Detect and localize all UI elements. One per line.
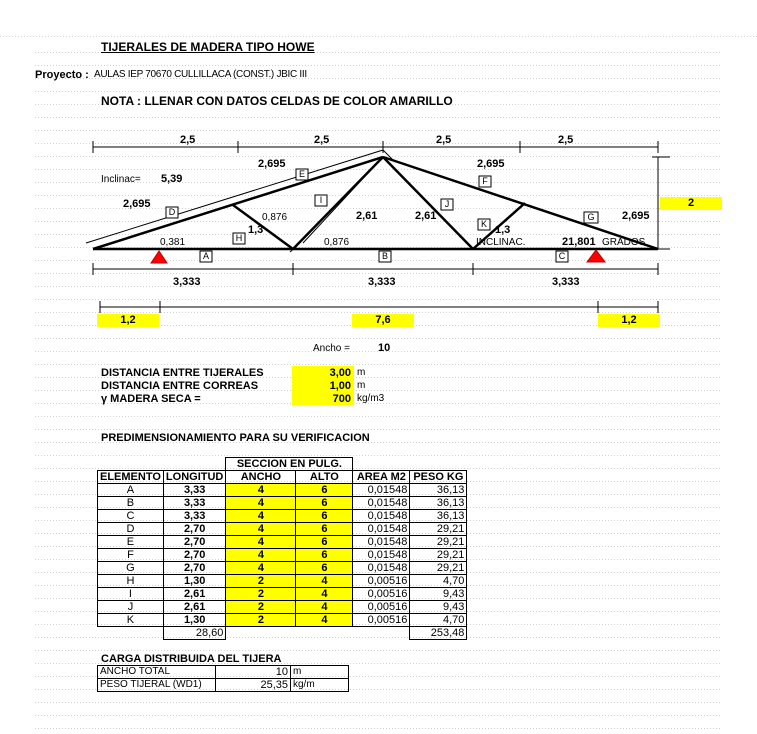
carga-title: CARGA DISTRIBUIDA DEL TIJERA <box>101 653 282 665</box>
cell-alto[interactable]: 6 <box>296 549 353 562</box>
cell-longitud: 2,70 <box>163 562 225 575</box>
member-label-e: E <box>298 169 305 179</box>
cell-longitud: 3,33 <box>163 484 225 497</box>
table-row <box>98 497 467 510</box>
member-label-a: A <box>202 251 209 261</box>
left-slope-upper: 2,695 <box>258 158 286 170</box>
cell-area: 0,01548 <box>353 484 410 497</box>
dist-tijerales-value: 3,00 <box>329 367 351 379</box>
right-slope-lower: 2,695 <box>622 210 650 222</box>
dist-correas-unit: m <box>357 380 366 391</box>
cell-alto[interactable]: 6 <box>296 562 353 575</box>
sheet-title: TIJERALES DE MADERA TIPO HOWE <box>101 40 315 54</box>
cell-longitud: 2,70 <box>163 536 225 549</box>
inclinac2-value: 21,801 <box>562 236 596 248</box>
diag-i-length: 2,61 <box>356 210 378 222</box>
inclinac-value: 5,39 <box>161 173 183 185</box>
cell-alto[interactable]: 6 <box>296 484 353 497</box>
bottom-dim-3: 3,333 <box>552 276 580 288</box>
support-left-icon <box>151 251 167 263</box>
diag-j-length: 2,61 <box>415 210 437 222</box>
cell-elemento: E <box>98 536 164 549</box>
cell-peso: 9,43 <box>410 601 467 614</box>
col-longitud: LONGITUD <box>163 471 225 484</box>
cell-alto[interactable]: 6 <box>296 523 353 536</box>
table-row <box>98 614 467 627</box>
table-row <box>98 575 467 588</box>
table-row <box>98 601 467 614</box>
member-label-c: C <box>558 251 566 261</box>
dist-correas-value: 1,00 <box>329 380 351 392</box>
table-row <box>98 523 467 536</box>
cell-elemento: G <box>98 562 164 575</box>
table-row <box>98 562 467 575</box>
table-row <box>98 588 467 601</box>
ancho-total-unit: m <box>291 666 349 679</box>
member-label-d: D <box>168 207 176 217</box>
cell-alto[interactable]: 4 <box>296 588 353 601</box>
span-right-value: 1,2 <box>621 314 637 326</box>
peso-tijeral-label: PESO TIJERAL (WD1) <box>98 679 216 692</box>
cell-longitud: 2,70 <box>163 523 225 536</box>
span-mid-value: 7,6 <box>375 314 391 326</box>
cell-ancho[interactable]: 4 <box>226 549 296 562</box>
madera-value: 700 <box>332 393 351 405</box>
cell-area: 0,01548 <box>353 549 410 562</box>
left-slope-lower: 2,695 <box>123 198 151 210</box>
cell-longitud: 1,30 <box>163 614 225 627</box>
cell-peso: 29,21 <box>410 549 467 562</box>
member-label-k: K <box>480 219 487 229</box>
cell-ancho[interactable]: 2 <box>226 588 296 601</box>
cell-area: 0,01548 <box>353 510 410 523</box>
cell-alto[interactable]: 6 <box>296 536 353 549</box>
ancho-value: 10 <box>378 342 391 354</box>
cell-elemento: D <box>98 523 164 536</box>
cell-area: 0,00516 <box>353 614 410 627</box>
cell-alto[interactable]: 6 <box>296 510 353 523</box>
cell-ancho[interactable]: 4 <box>226 497 296 510</box>
col-ancho: ANCHO <box>226 471 296 484</box>
member-label-h: H <box>235 233 243 243</box>
cell-elemento: C <box>98 510 164 523</box>
cell-area: 0,01548 <box>353 497 410 510</box>
cell-longitud: 3,33 <box>163 510 225 523</box>
cell-area: 0,00516 <box>353 575 410 588</box>
cell-peso: 4,70 <box>410 614 467 627</box>
peso-tijeral-unit: kg/m <box>291 679 349 692</box>
member-label-j: J <box>444 199 450 209</box>
height-value: 2 <box>687 197 695 209</box>
dist-tijerales-unit: m <box>357 367 366 378</box>
cell-area: 0,01548 <box>353 523 410 536</box>
cell-ancho[interactable]: 4 <box>226 562 296 575</box>
cell-ancho[interactable]: 4 <box>226 523 296 536</box>
predim-title: PREDIMENSIONAMIENTO PARA SU VERIFICACION <box>101 432 370 444</box>
note-text: NOTA : LLENAR CON DATOS CELDAS DE COLOR AMARILLO <box>101 94 453 108</box>
ancho-total-label: ANCHO TOTAL <box>98 666 216 679</box>
madera-unit: kg/m3 <box>357 393 385 404</box>
cell-area: 0,01548 <box>353 562 410 575</box>
bottom-small-left: 0,381 <box>160 237 186 248</box>
cell-longitud: 2,61 <box>163 601 225 614</box>
top-dim-1: 2,5 <box>180 134 196 146</box>
carga-table <box>97 665 349 692</box>
cell-peso: 29,21 <box>410 536 467 549</box>
ancho-label: Ancho = <box>313 343 350 354</box>
table-row <box>98 549 467 562</box>
strut-h-label: 1,3 <box>248 224 264 236</box>
cell-elemento: B <box>98 497 164 510</box>
project-label: Proyecto : <box>35 69 89 81</box>
col-elemento: ELEMENTO <box>98 471 164 484</box>
member-label-g: G <box>587 212 595 222</box>
member-label-f: F <box>482 176 488 186</box>
table-row <box>98 484 467 497</box>
strut-h-length: 0,876 <box>262 212 288 223</box>
span-left-value: 1,2 <box>120 314 136 326</box>
cell-elemento: A <box>98 484 164 497</box>
top-dim-4: 2,5 <box>558 134 574 146</box>
bottom-small-mid: 0,876 <box>324 237 350 248</box>
ancho-total-value: 10 <box>216 666 291 679</box>
section-header: SECCION EN PULG. <box>226 458 353 471</box>
cell-peso: 36,13 <box>410 484 467 497</box>
cell-area: 0,00516 <box>353 601 410 614</box>
table-row <box>98 536 467 549</box>
cell-ancho[interactable]: 2 <box>226 614 296 627</box>
bottom-dim-1: 3,333 <box>173 276 201 288</box>
totals-row <box>98 627 467 640</box>
support-right-icon <box>587 250 605 262</box>
cell-area: 0,01548 <box>353 536 410 549</box>
cell-longitud: 2,61 <box>163 588 225 601</box>
cell-peso: 9,43 <box>410 588 467 601</box>
table-row <box>98 510 467 523</box>
cell-peso: 36,13 <box>410 510 467 523</box>
bottom-dim-2: 3,333 <box>368 276 396 288</box>
cell-peso: 29,21 <box>410 562 467 575</box>
top-dim-2: 2,5 <box>314 134 330 146</box>
grados-label: GRADOS <box>602 237 646 248</box>
right-slope-upper: 2,695 <box>477 158 505 170</box>
cell-area: 0,00516 <box>353 588 410 601</box>
total-longitud: 28,60 <box>163 627 225 640</box>
member-label-i: I <box>319 195 323 205</box>
cell-longitud: 1,30 <box>163 575 225 588</box>
inclinac2-label: INCLINAC. <box>476 237 526 248</box>
top-dim-3: 2,5 <box>436 134 452 146</box>
cell-elemento: I <box>98 588 164 601</box>
peso-tijeral-value: 25,35 <box>216 679 291 692</box>
col-peso: PESO KG <box>410 471 467 484</box>
predim-table <box>97 457 467 640</box>
project-value: AULAS IEP 70670 CULLILLACA (CONST.) JBIC III <box>94 69 307 80</box>
col-alto: ALTO <box>296 471 353 484</box>
cell-peso: 4,70 <box>410 575 467 588</box>
cell-elemento: K <box>98 614 164 627</box>
cell-ancho[interactable]: 4 <box>226 510 296 523</box>
cell-peso: 29,21 <box>410 523 467 536</box>
cell-ancho[interactable]: 4 <box>226 484 296 497</box>
cell-elemento: J <box>98 601 164 614</box>
cell-alto[interactable]: 4 <box>296 601 353 614</box>
cell-longitud: 3,33 <box>163 497 225 510</box>
cell-alto[interactable]: 4 <box>296 575 353 588</box>
madera-label: γ MADERA SECA = <box>101 393 201 405</box>
cell-alto[interactable]: 6 <box>296 497 353 510</box>
cell-ancho[interactable]: 2 <box>226 575 296 588</box>
cell-alto[interactable]: 4 <box>296 614 353 627</box>
cell-elemento: H <box>98 575 164 588</box>
strut-k-label: 1,3 <box>495 224 511 236</box>
col-area: AREA M2 <box>353 471 410 484</box>
cell-ancho[interactable]: 2 <box>226 601 296 614</box>
member-label-b: B <box>381 251 388 261</box>
cell-elemento: F <box>98 549 164 562</box>
truss-diagram <box>0 0 757 340</box>
inclinac-label: Inclinac= <box>101 174 141 185</box>
cell-longitud: 2,70 <box>163 549 225 562</box>
total-peso: 253,48 <box>410 627 467 640</box>
cell-ancho[interactable]: 4 <box>226 536 296 549</box>
cell-peso: 36,13 <box>410 497 467 510</box>
dist-correas-label: DISTANCIA ENTRE CORREAS <box>101 380 259 392</box>
dist-tijerales-label: DISTANCIA ENTRE TIJERALES <box>101 367 264 379</box>
